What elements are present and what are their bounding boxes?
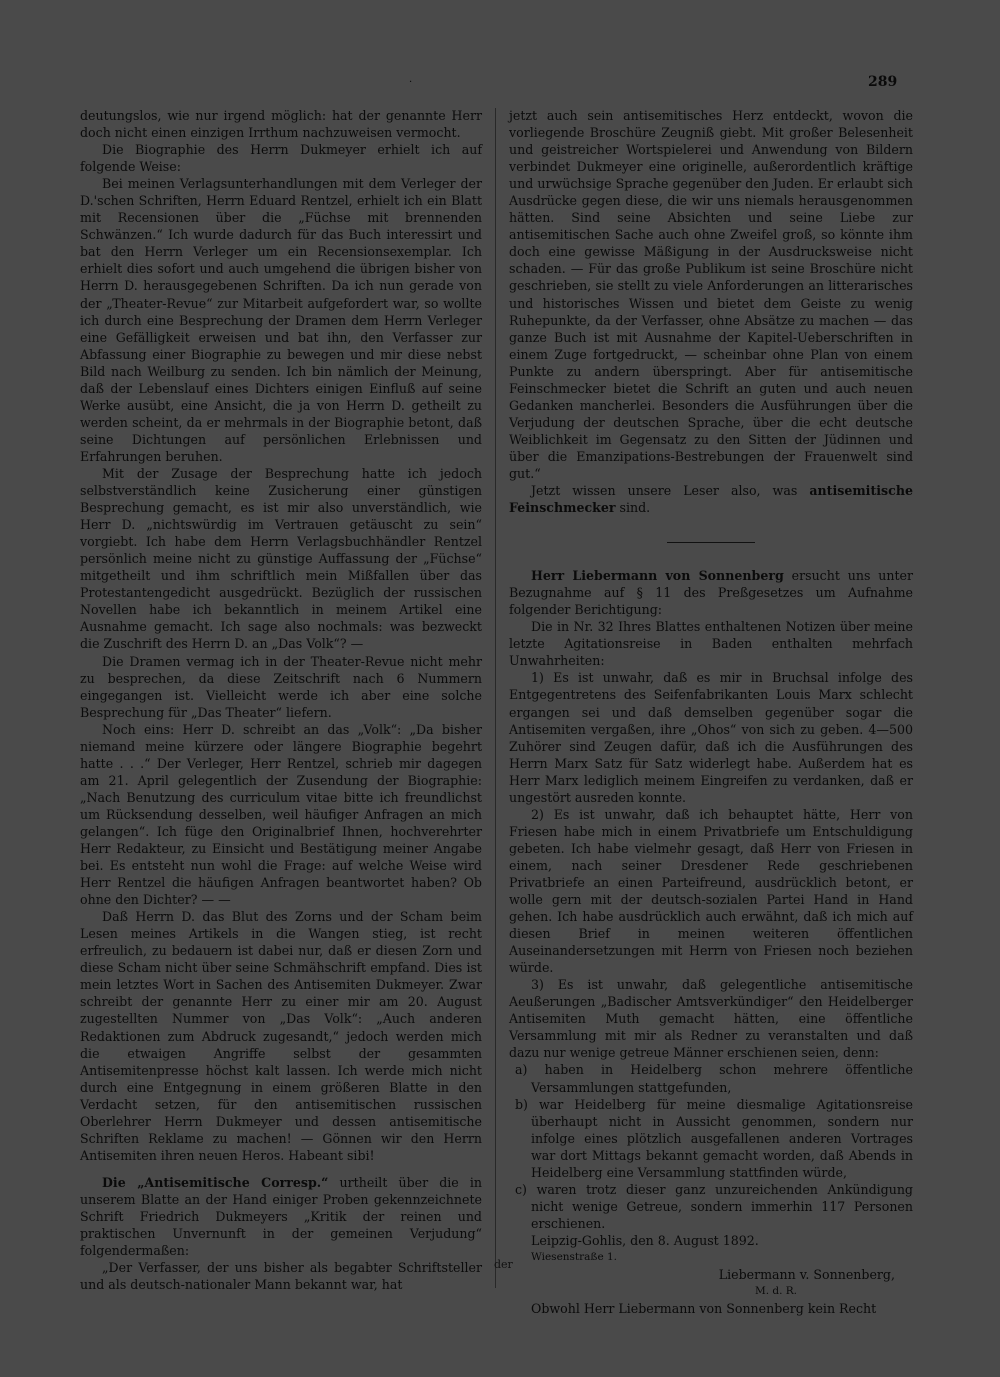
- signature: Liebermann v. Sonnenberg,: [718, 1267, 895, 1283]
- page-number: 289: [868, 74, 898, 90]
- dateline: Leipzig-Gohlis, den 8. August 1892.: [531, 1232, 759, 1248]
- feinschmecker-tail: sind.: [615, 500, 651, 516]
- feinschmecker-lead: Jetzt wissen unsere Leser also, was: [531, 483, 810, 499]
- left-paragraph-1: deutungslos, wie nur irgend möglich: hat der genannte Herr doch nicht einen einzigen Irrthum nachzuweisen vermocht.: [80, 108, 482, 141]
- left-column: [80, 107, 482, 1293]
- left-paragraph-7: Daß Herrn D. das Blut des Zorns und der Scham beim Lesen meines Artikels in die Wangen stieg, ist recht erfreulich, zu bedauern ist dabei nur, daß er diesen Zorn und diese Scham nicht über seine Schmähschrift empfand. Dies ist mein letztes Wort in Sachen des Antisemiten Dukmeyer. Zwar schreibt der genannte Herr zu einer mir am 20. August zugestellten Nummer von „Das Volk“: „Auch anderen Redaktionen zum Abdruck zugesandt,“ jedoch werden mich die etwaigen Angriffe selbst der gesammten Antisemitenpresse höchst kalt lassen. Ich werde mich nicht durch eine Entgegnung in einem größeren Blatte in den Verdacht setzen, für den antisemitischen russischen Oberlehrer Herrn Dukmeyer und dessen antisemitische Schriften Reklame zu machen! — Gönnen wir den Herrn Antisemiten ihren neuen Heros. Habeant sibi!: [80, 909, 482, 1163]
- right-paragraph-7: 3) Es ist unwahr, daß gelegentliche antisemitische Aeußerungen „Badischer Amtsverkündiger“ den Heidelberger Antisemiten Muth gemacht hätten, eine öffentliche Versammlung mit mir als Redner zu veranstalten und daß dazu nur wenige getreue Männer erschienen seien, denn:: [509, 977, 913, 1061]
- left-paragraph-6: Noch eins: Herr D. schreibt an das „Volk“: „Da bisher niemand meine kürzere oder längere Biographie begehrt hatte . . .“ Der Verleger, Herr Rentzel, schrieb mir dagegen am 21. April gelegentlich der Zusendung der Biographie: „Nach Benutzung des curriculum vitae bitte ich freundlichst um Rücksendung desselben, weil häufiger Anfragen an mich gelangen“. Ich füge den Originalbrief Ihnen, hochverehrter Herr Redakteur, zu Einsicht und Bestätigung meiner Angabe bei. Es entsteht nun wohl die Frage: auf welche Weise wird Herr Rentzel die häufigen Anfragen beantwortet haben? Ob ohne den Dichter? — —: [80, 721, 482, 908]
- right-paragraph-1: jetzt auch sein antisemitisches Herz entdeckt, wovon die vorliegende Broschüre Zeugniß giebt. Mit großer Belesenheit und geistreicher Wortspielerei und Anwendung von Bildern verbindet Dukmeyer eine originelle, außerordentlich kräftige und urwüchsige Sprache gegenüber den Juden. Er erlaubt sich Ausdrücke gegen diese, die wir uns niemals herausgenommen hätten. Sind seine Absichten und seine Liebe zur antisemitischen Sache auch ohne Zweifel groß, so könnte ihm doch eine gewisse Mäßigung in der Ausdrucksweise nicht schaden. — Für das große Publikum ist seine Broschüre nicht geschrieben, sie stellt zu viele Anforderungen an litterarisches und historisches Wissen und bietet dem Geiste zu wenig Ruhepunkte, da der Verfasser, ohne Absätze zu machen — das ganze Buch ist mit Ausnahme der Kapitel-Ueberschriften in einem Zuge fortgedruckt, — scheinbar ohne Plan von einem Punkte zu andern überspringt. Aber für antisemitische Feinschmecker bietet die Schrift an guten und auch neuen Gedanken mancherlei. Besonders die Ausführungen über die Verjudung der deutschen Sprache, über die echt deutsche Weiblichkeit im Gegensatz zu den Sitten der Jüdinnen und über die Emanzipations-Bestrebungen der Frauenwelt sind gut.“: [509, 108, 913, 481]
- claim-item-a: a) haben in Heidelberg schon mehrere öffentliche Versammlungen stattgefunden,: [515, 1062, 913, 1095]
- liebermann-title: Herr Liebermann von Sonnenberg: [531, 568, 784, 584]
- feinschmecker-bold: antisemitische Feinschmecker: [509, 483, 913, 516]
- corresp-text: urtheilt über die in unserem Blatte an der Hand einiger Proben gekennzeichnete Schrift Friedrich Dukmeyers „Kritik der reinen und praktischen Unvernunft in der gemeinen Verjudung“ folgendermaßen:: [80, 1174, 482, 1259]
- claims-list: [509, 1061, 913, 1231]
- left-paragraph-9: „Der Verfasser, der uns bisher als begabter Schriftsteller und als deutsch-nationaler Mann bekannt war, hat: [80, 1260, 482, 1293]
- column-rule: [495, 108, 496, 1288]
- right-paragraph-3: [509, 567, 913, 618]
- right-paragraph-6: 2) Es ist unwahr, daß ich behauptet hätte, Herr von Friesen habe mich in einem Privatbriefe um Entschuldigung gebeten. Ich habe vielmehr gesagt, daß Herr von Friesen in einem, nach seiner Dresdener Rede geschriebenen Privatbriefe an einen Parteifreund, ausdrücklich betont, er wolle gern mit der deutsch-sozialen Partei Hand in Hand gehen. Ich habe ausdrücklich auch erwähnt, daß ich mich auf diesen Brief in meinen weiteren öffentlichen Auseinandersetzungen mit Herrn von Friesen noch beziehen würde.: [509, 806, 913, 976]
- right-last-line: Obwohl Herr Liebermann von Sonnenberg kein Recht: [531, 1301, 877, 1317]
- section-divider: [667, 542, 755, 543]
- address: Wiesenstraße 1.: [531, 1251, 618, 1263]
- margin-annotation: der: [494, 1258, 513, 1271]
- claim-item-b: b) war Heidelberg für meine diesmalige Agitationsreise überhaupt nicht in Aussicht genommen, sondern nur infolge eines plötzlich ausgefallenen anderen Vortrages war dort Mittags bekannt gemacht worden, daß Abends in Heidelberg eine Versammlung stattfinden würde,: [515, 1096, 913, 1180]
- left-paragraph-5: Die Dramen vermag ich in der Theater-Revue nicht mehr zu besprechen, da diese Zeitschrift nach 6 Nummern eingegangen ist. Vielleicht werde ich aber eine solche Besprechung für „Das Theater“ liefern.: [80, 653, 482, 720]
- left-paragraph-4: Mit der Zusage der Besprechung hatte ich jedoch selbstverständlich keine Zusicherung einer günstigen Besprechung gemacht, es ist mir also unverständlich, wie Herr D. „nichtswürdig im Vertrauen getäuscht zu sein“ vorgiebt. Ich habe dem Herrn Verlagsbuchhändler Rentzel persönlich meine nicht zu günstige Auffassung der „Füchse“ mitgetheilt und ihm schriftlich mein Mißfallen über das Protestantengedicht ausgedrückt. Bezüglich der russischen Novellen habe ich bekanntlich in meinem Artikel eine Ausnahme gemacht. Ich sage also nochmals: was bezweckt die Zuschrift des Herrn D. an „Das Volk“? —: [80, 465, 482, 652]
- left-paragraph-2: Die Biographie des Herrn Dukmeyer erhielt ich auf folgende Weise:: [80, 142, 482, 175]
- right-column: [509, 107, 913, 1317]
- signature-title: M. d. R.: [754, 1285, 798, 1298]
- right-paragraph-5: 1) Es ist unwahr, daß es mir in Bruchsal infolge des Entgegentretens des Seifenfabrikanten Louis Marx schlecht ergangen sei und daß demselben gegenüber sogar die Antisemiten vergaßen, ihre „Ohos“ von sich zu geben. 4—500 Zuhörer sind Zeugen dafür, daß ich die Ausführungen des Herrn Marx Satz für Satz widerlegt habe. Außerdem hat es Herr Marx lediglich meinem Eingreifen zu verdanken, daß er ungestört ausreden konnte.: [509, 670, 913, 805]
- corresp-title: Die „Antisemitische Corresp.“: [102, 1174, 329, 1190]
- left-paragraph-3: Bei meinen Verlagsunterhandlungen mit dem Verleger der D.'schen Schriften, Herrn Eduard Rentzel, erhielt ich ein Blatt mit Recensionen über die „Füchse mit brennenden Schwänzen.“ Ich wurde dadurch für das Buch interessirt und bat den Herrn Verleger um ein Recensionsexemplar. Ich erhielt dies sofort und auch umgehend die übrigen bisher von Herrn D. herausgegebenen Schriften. Da ich nun gerade von der „Theater-Revue“ zur Mitarbeit aufgefordert war, so wollte ich durch eine Besprechung der Dramen dem Herrn Verleger eine Gefälligkeit erweisen und bat ihn, den Verfasser zur Abfassung einer Biographie zu bewegen und mir diese nebst Bild nach Weilburg zu senden. Ich bin nämlich der Meinung, daß der Lebenslauf eines Dichters einigen Einfluß auf seine Werke ausübt, eine Ansicht, die ja von Herrn D. getheilt zu werden scheint, da er mehrmals in der Biographie betont, daß seine Dichtungen auf persönlichen Erlebnissen und Erfahrungen beruhen.: [80, 176, 482, 464]
- claim-item-c: c) waren trotz dieser ganz unzureichenden Ankündigung nicht wenige Getreue, sondern immerhin 117 Personen erschienen.: [515, 1181, 913, 1231]
- speck: ·: [409, 77, 413, 88]
- right-paragraph-4: Die in Nr. 32 Ihres Blattes enthaltenen Notizen über meine letzte Agitationsreise in Baden enthalten mehrfach Unwahrheiten:: [509, 619, 913, 669]
- right-paragraph-2: [509, 482, 913, 516]
- liebermann-text: ersucht uns unter Bezugnahme auf § 11 des Preßgesetzes um Aufnahme folgender Berichtigung:: [509, 568, 913, 618]
- left-paragraph-8: [80, 1174, 482, 1259]
